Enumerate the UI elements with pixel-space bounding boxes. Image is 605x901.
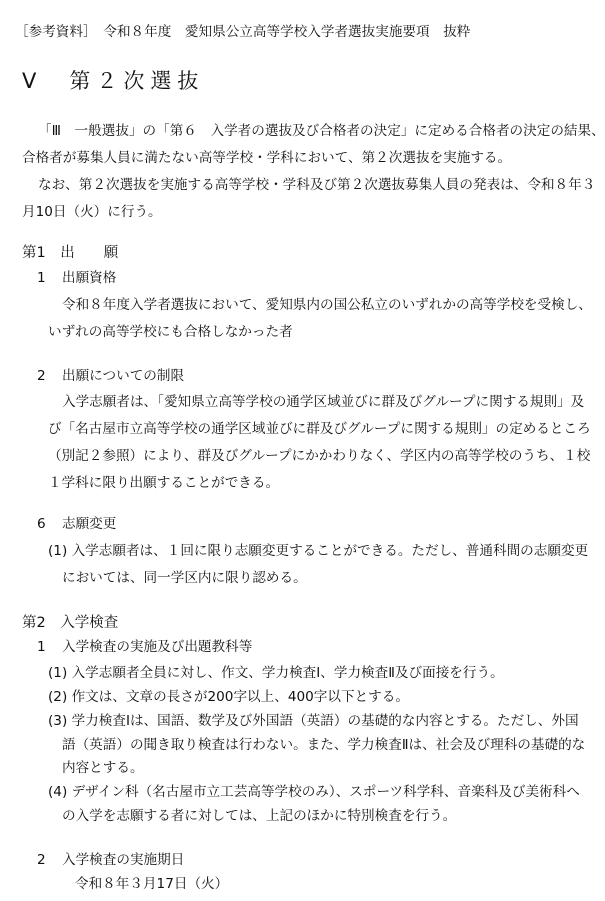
body-line: 語（英語）の聞き取り検査は行わない。また、学力検査Ⅱは、社会及び理科の基礎的な: [62, 737, 586, 753]
body-line: いずれの高等学校にも合格しなかった者: [48, 324, 293, 340]
item-number: 2: [37, 852, 46, 868]
section-heading: 第1 出 願: [22, 245, 119, 261]
body-line: (4) デザイン科（名古屋市立工芸高等学校のみ）、スポーツ科学科、音楽科及び美術科へ: [48, 784, 580, 800]
body-line: １学科に限り出願することができる。: [48, 475, 280, 491]
body-line: の入学を志願する者に対しては、上記のほかに特別検査を行う。: [62, 808, 457, 824]
body-line: 令和８年３月17日（火）: [75, 876, 229, 892]
body-line: 入学志願者は、「愛知県立高等学校の通学区域並びに群及びグループに関する規則」及: [62, 394, 585, 410]
body-line: においては、同一学区内に限り認める。: [62, 570, 307, 586]
section-heading: 第2 入学検査: [22, 615, 119, 631]
body-line: 内容とする。: [62, 760, 144, 776]
intro-line: なお、第２次選抜を実施する高等学校・学科及び第２次選抜募集人員の発表は、令和８年３: [38, 177, 596, 193]
intro-line: 合格者が募集人員に満たない高等学校・学科において、第２次選抜を実施する。: [22, 150, 512, 166]
item-heading: 入学検査の実施期日: [62, 852, 185, 868]
page-title: V 第２次選抜: [22, 69, 205, 93]
item-number: 1: [37, 270, 46, 286]
item-heading: 出願についての制限: [62, 368, 185, 384]
intro-line: 「Ⅲ 一般選抜」の「第６ 入学者の選抜及び合格者の決定」に定める合格者の決定の結果、: [38, 123, 605, 139]
body-line: (2) 作文は、文章の長さが200字以上、400字以下とする。: [48, 689, 409, 705]
body-line: (1) 入学志願者は、１回に限り志願変更することができる。ただし、普通科間の志願変更: [48, 543, 589, 559]
item-heading: 出願資格: [62, 270, 117, 286]
item-number: 2: [37, 368, 46, 384]
intro-line: 月10日（火）に行う。: [22, 204, 162, 220]
document-header: ［参考資料］ 令和８年度 愛知県公立高等学校入学者選抜実施要項 抜粋: [15, 24, 471, 40]
item-number: 1: [37, 639, 46, 655]
item-heading: 入学検査の実施及び出題教科等: [62, 639, 253, 655]
body-line: (1) 入学志願者全員に対し、作文、学力検査Ⅰ、学力検査Ⅱ及び面接を行う。: [48, 665, 504, 681]
body-line: 令和８年度入学者選抜において、愛知県内の国公私立のいずれかの高等学校を受検し、: [62, 297, 592, 313]
body-line: （別記２参照）により、群及びグループにかかわりなく、学区内の高等学校のうち、１校: [48, 448, 591, 464]
item-number: 6: [37, 516, 46, 532]
body-line: び「名古屋市立高等学校の通学区域並びに群及びグループに関する規則」の定めるところ: [48, 421, 591, 437]
body-line: (3) 学力検査Ⅰは、国語、数学及び外国語（英語）の基礎的な内容とする。ただし、外国: [48, 713, 579, 729]
item-heading: 志願変更: [62, 516, 117, 532]
